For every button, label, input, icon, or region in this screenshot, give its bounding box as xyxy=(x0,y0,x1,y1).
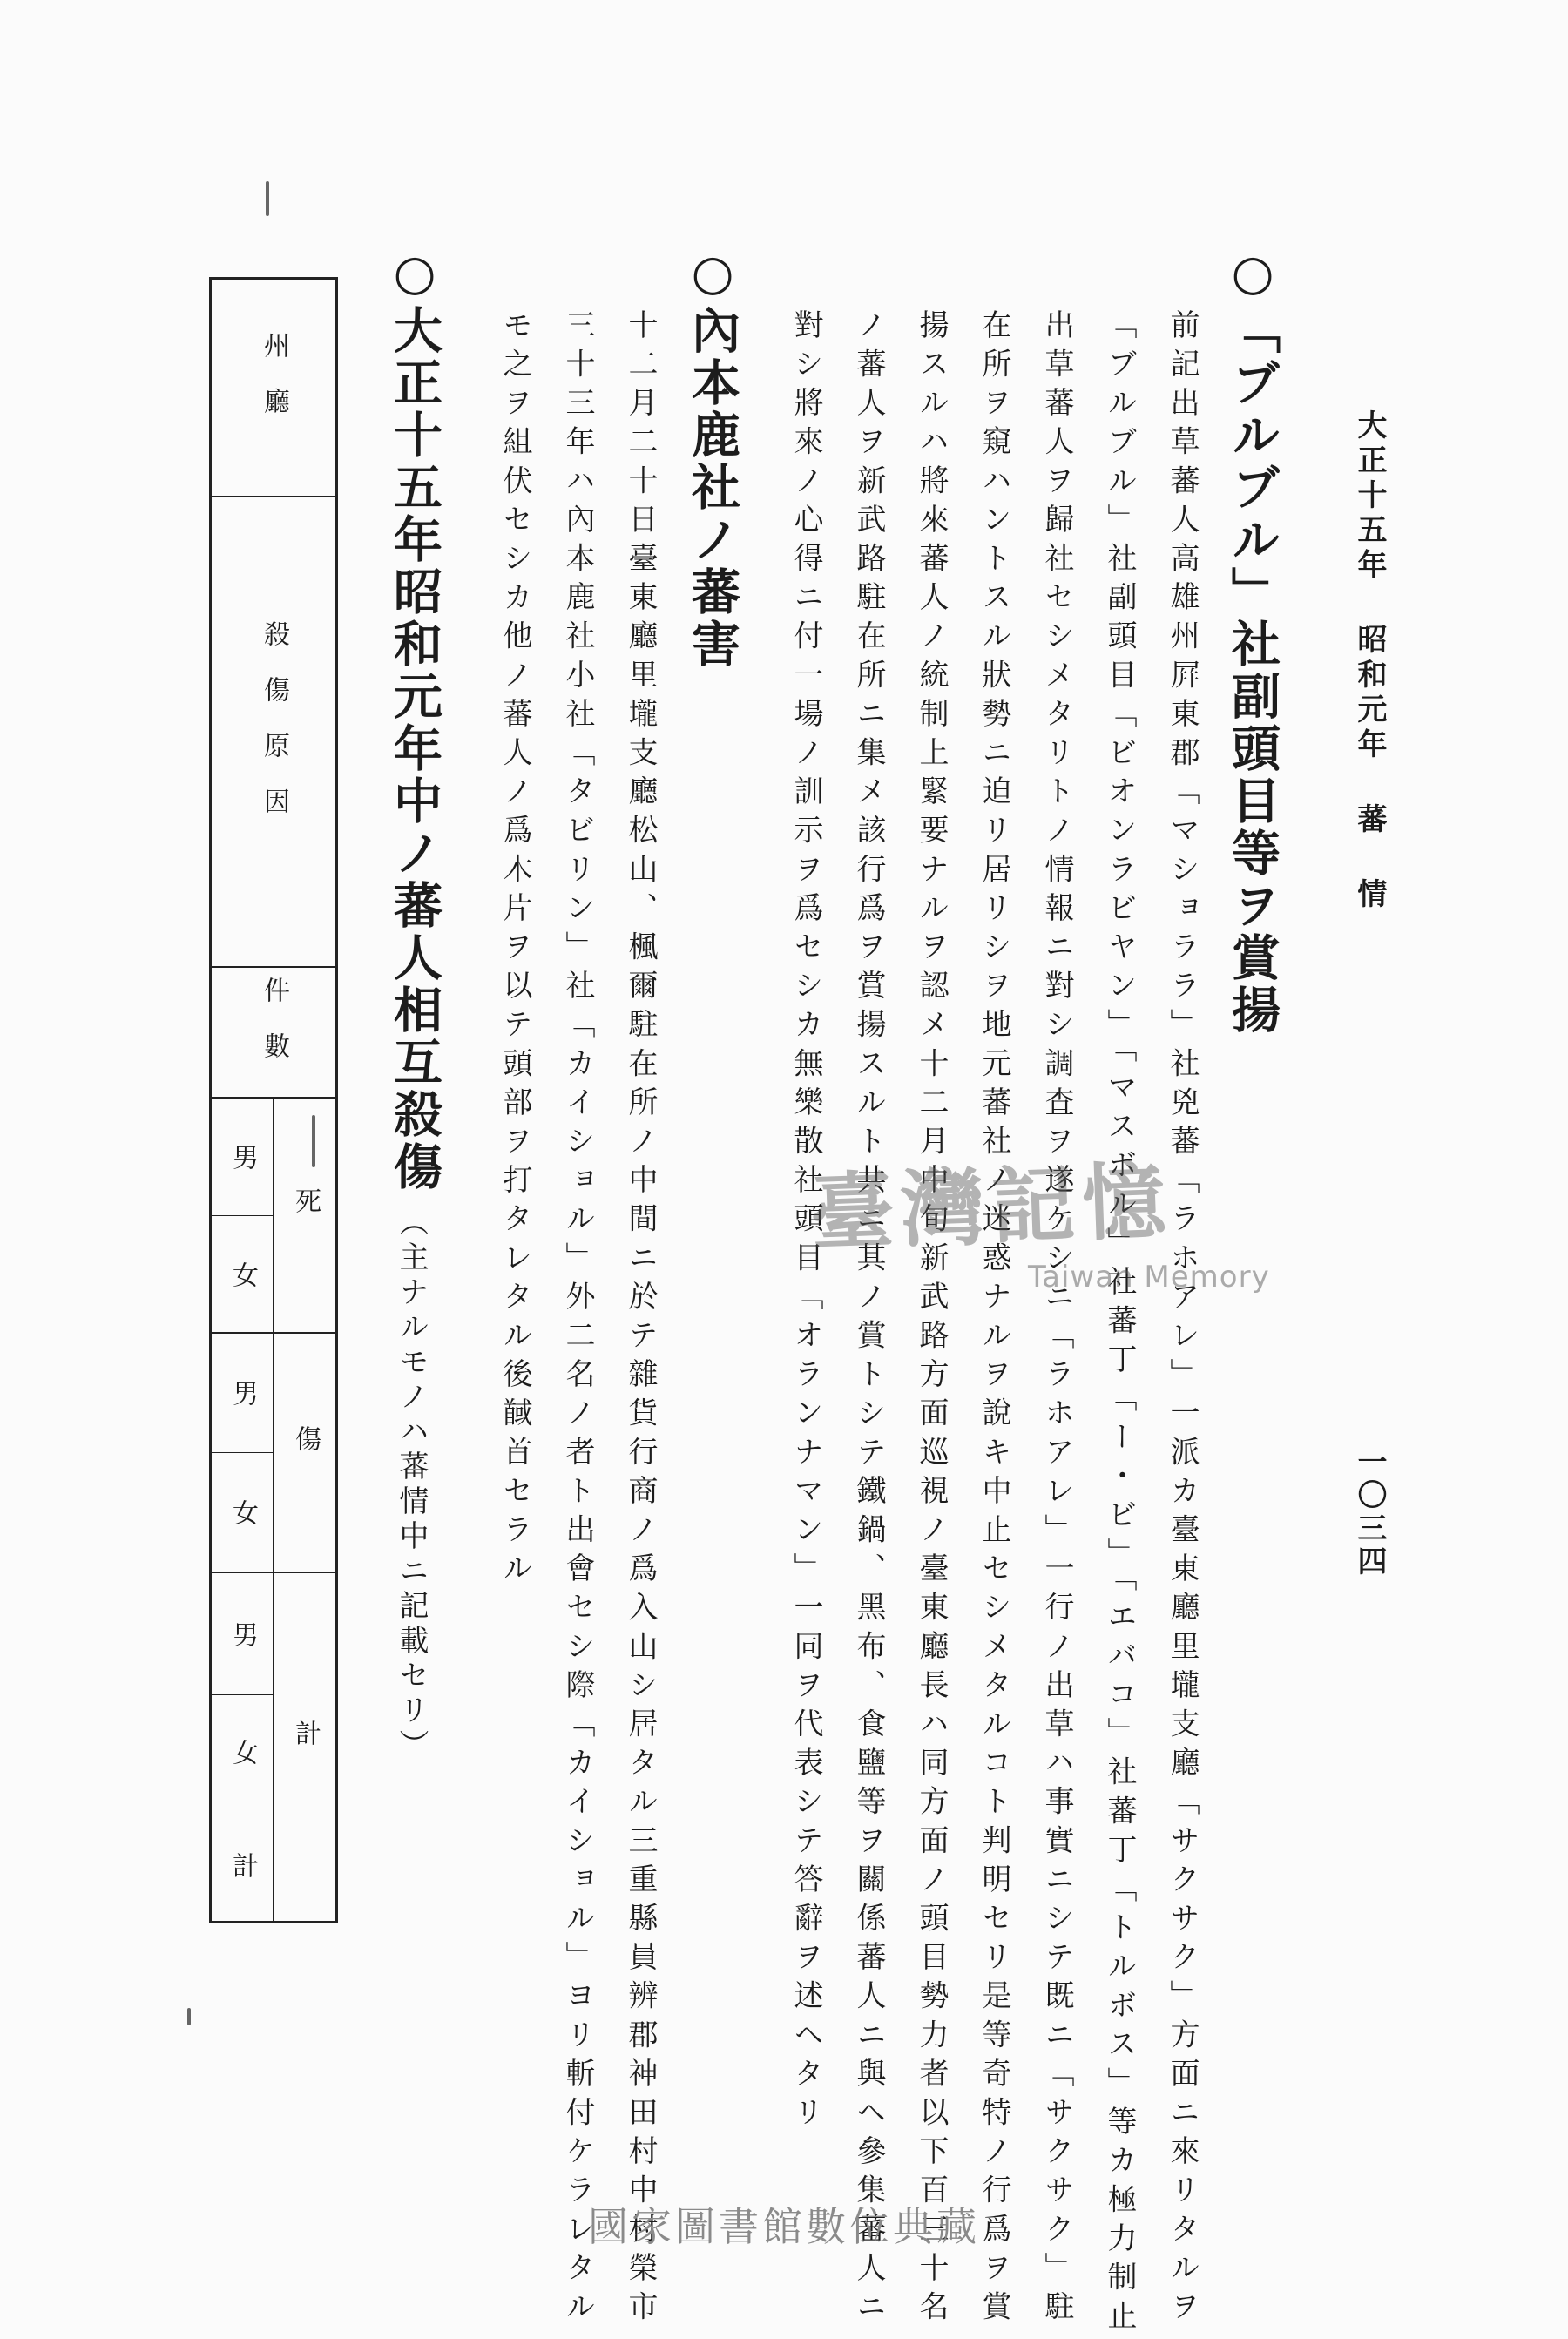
casualty-table xyxy=(209,277,338,1923)
scan-speck xyxy=(312,1115,315,1167)
body-line: 三十三年ハ內本鹿社小社「タビリン」社「カイショル」外二名ノ者ト出會セシ際「カイショル」ヨリ斬付ケラレタル xyxy=(560,309,595,2330)
section-heading-burubur: ○「ブルブル」社副頭目等ヲ賞揚 xyxy=(1224,244,1281,1037)
body-line: 十二月二十日臺東廳里壠支廳松山、楓爾駐在所ノ中間ニ於テ雜貨行商ノ爲入山シ居タル三重縣員辨郡神田村中村榮市 xyxy=(623,309,658,2330)
body-line: 「ブルブル」社副頭目「ビオンラビヤン」「マスボル」社蕃丁「ー・ビ」「エバコ」社蕃丁「トルボス」等カ極力制止 xyxy=(1102,309,1137,2339)
footer-credit: 國家圖書館數位典藏 xyxy=(588,2203,980,2250)
table-cell-dead-female: 女 xyxy=(212,1216,273,1334)
table-cell-total-female: 女 xyxy=(212,1695,273,1808)
body-line: ノ蕃人ヲ新武路駐在所ニ集メ該行爲ヲ賞揚スルト共ニ其ノ賞トシテ鐵鍋、黑布、食鹽等ヲ關係蕃人ニ與ヘ參集蕃人ニ xyxy=(851,309,886,2330)
table-group-injured: 傷 xyxy=(273,1334,335,1573)
table-cell-injured-female: 女 xyxy=(212,1453,273,1573)
running-header: 大正十五年 昭和元年 蕃 情 xyxy=(1352,409,1387,913)
table-header-prefecture: 州廳 xyxy=(212,280,335,497)
body-line: 揚スルハ將來蕃人ノ統制上緊要ナルヲ認メ十二月中旬新武路方面巡視ノ臺東廳長ハ同方面ノ頭目勢力者以下百三十名 xyxy=(914,309,949,2330)
section-heading-naihonroku: ○內本鹿社ノ蕃害 xyxy=(684,244,741,671)
table-cell-total-male: 男 xyxy=(212,1573,273,1695)
table-cell-injured-male: 男 xyxy=(212,1334,273,1453)
table-header-count: 件數 xyxy=(212,968,335,1099)
table-header-cause: 殺傷原因 xyxy=(212,497,335,968)
scan-speck xyxy=(187,2008,191,2025)
section-heading-mutual-killing: ○大正十五年昭和元年中ノ蕃人相互殺傷 xyxy=(386,244,443,1193)
scan-speck xyxy=(266,181,269,216)
body-line: 前記出草蕃人高雄州屛東郡「マショララ」社兇蕃「ラホアレ」一派カ臺東廳里壠支廳「サクサク」方面ニ來リタルヲ xyxy=(1165,309,1200,2330)
section-note: （主ナルモノハ蕃情中ニ記載セリ） xyxy=(394,1207,429,1764)
table-group-total: 計 xyxy=(273,1573,335,1922)
watermark-logo: 臺灣記憶 xyxy=(808,1151,1175,1263)
body-line: モ之ヲ組伏セシカ他ノ蕃人ノ爲木片ヲ以テ頭部ヲ打タレタル後馘首セラル xyxy=(497,309,532,1592)
body-line: 出草蕃人ヲ歸社セシメタリトノ情報ニ對シ調査ヲ遂ケシニ「ラホアレ」一行ノ出草ハ事實ニシテ既ニ「サクサク」駐 xyxy=(1039,309,1074,2330)
watermark-subtitle: Taiwan Memory xyxy=(1028,1260,1270,1295)
body-line: 對シ將來ノ心得ニ付一場ノ訓示ヲ爲セシカ無樂散社頭目「オランナマン」一同ヲ代表シテ答辭ヲ述ヘタリ xyxy=(788,309,823,2136)
page-number: 一〇三四 xyxy=(1352,1446,1387,1578)
table-group-dead: 死 xyxy=(273,1099,335,1334)
table-cell-dead-male: 男 xyxy=(212,1099,273,1216)
body-line: 在所ヲ窺ハントスル狀勢ニ迫リ居リシヲ地元蕃社ノ迷惑ナルヲ說キ中止セシメタルコト判明セリ是等奇特ノ行爲ヲ賞 xyxy=(977,309,1011,2330)
table-cell-grand-total: 計 xyxy=(227,1851,258,1878)
